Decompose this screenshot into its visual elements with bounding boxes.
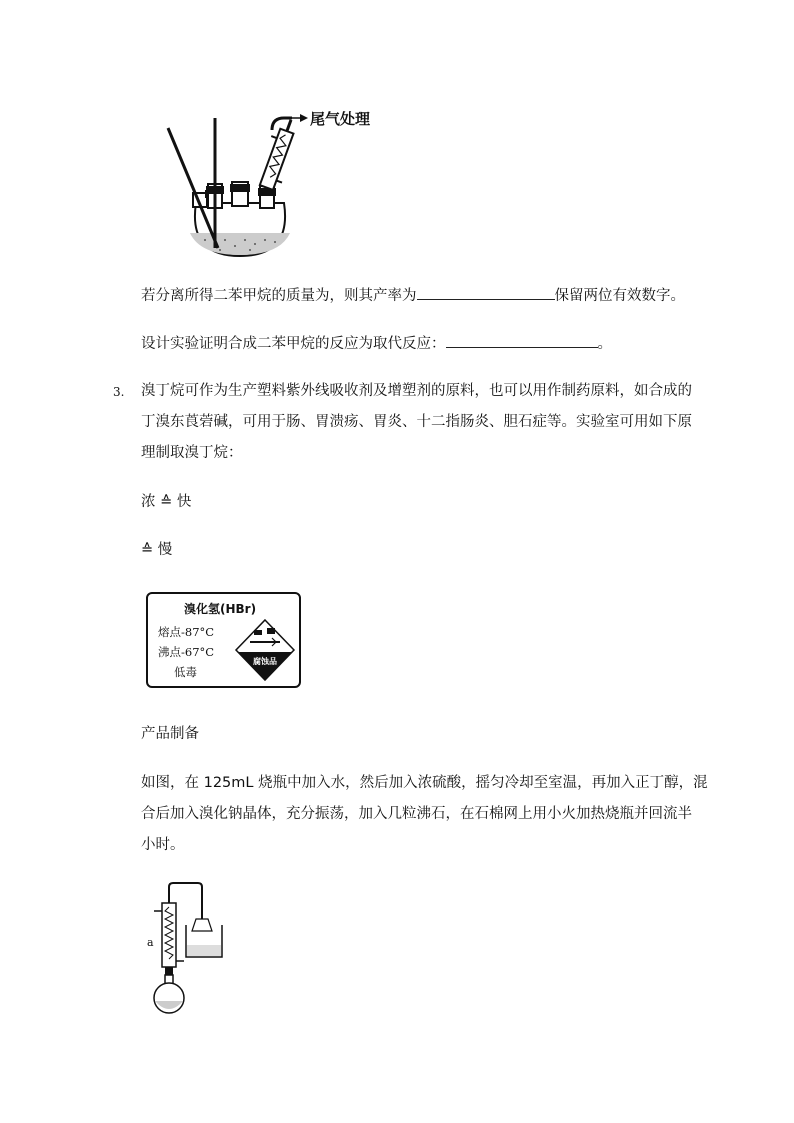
corrosive-hazard-icon: [234, 618, 296, 682]
section-title: 产品制备: [141, 726, 199, 742]
substitution-answer-blank[interactable]: [446, 333, 598, 348]
hbr-boiling-point: 沸点-67°C: [158, 645, 215, 659]
hbr-toxicity: 低毒: [174, 665, 197, 679]
hazard-text: 腐蚀品: [253, 657, 277, 666]
question-number: 3.: [113, 385, 125, 399]
hbr-label: [146, 592, 301, 688]
reaction-slow: ≙ 慢: [141, 542, 173, 558]
procedure-line3: 小时。: [141, 837, 185, 853]
yield-question: [141, 285, 685, 306]
reaction-fast: 浓 ≙ 快: [141, 494, 192, 510]
question3-line1: 溴丁烷可作为生产塑料紫外线吸收剂及增塑剂的原料，也可以用作制药原料，如合成的: [141, 383, 692, 399]
hbr-melting-point: 熔点-87°C: [158, 625, 215, 639]
substitution-question-prefix: 设计实验证明合成二苯甲烷的反应为取代反应：: [141, 336, 446, 352]
substitution-question: [141, 333, 612, 354]
reflux-apparatus: [140, 875, 240, 1015]
question3-line2: 丁溴东莨菪碱，可用于肠、胃溃疡、胃炎、十二指肠炎、胆石症等。实验室可用如下原: [141, 414, 692, 430]
three-neck-flask-apparatus: [160, 108, 380, 258]
condenser-label: a: [147, 936, 154, 949]
exhaust-treatment-label: 尾气处理: [310, 110, 371, 128]
substitution-question-suffix: 。: [597, 336, 612, 352]
procedure-line2: 合后加入溴化钠晶体，充分振荡，加入几粒沸石，在石棉网上用小火加热烧瓶并回流半: [141, 806, 692, 822]
hbr-label-title: 溴化氢(HBr): [184, 602, 257, 616]
yield-question-suffix: 保留两位有效数字。: [554, 288, 685, 304]
yield-question-prefix: 若分离所得二苯甲烷的质量为，则其产率为: [141, 288, 417, 304]
yield-answer-blank[interactable]: [417, 285, 555, 300]
question3-line3: 理制取溴丁烷：: [141, 445, 243, 461]
procedure-line1: 如图，在 125mL 烧瓶中加入水，然后加入浓硫酸，摇匀冷却至室温，再加入正丁醇，混: [141, 775, 708, 791]
